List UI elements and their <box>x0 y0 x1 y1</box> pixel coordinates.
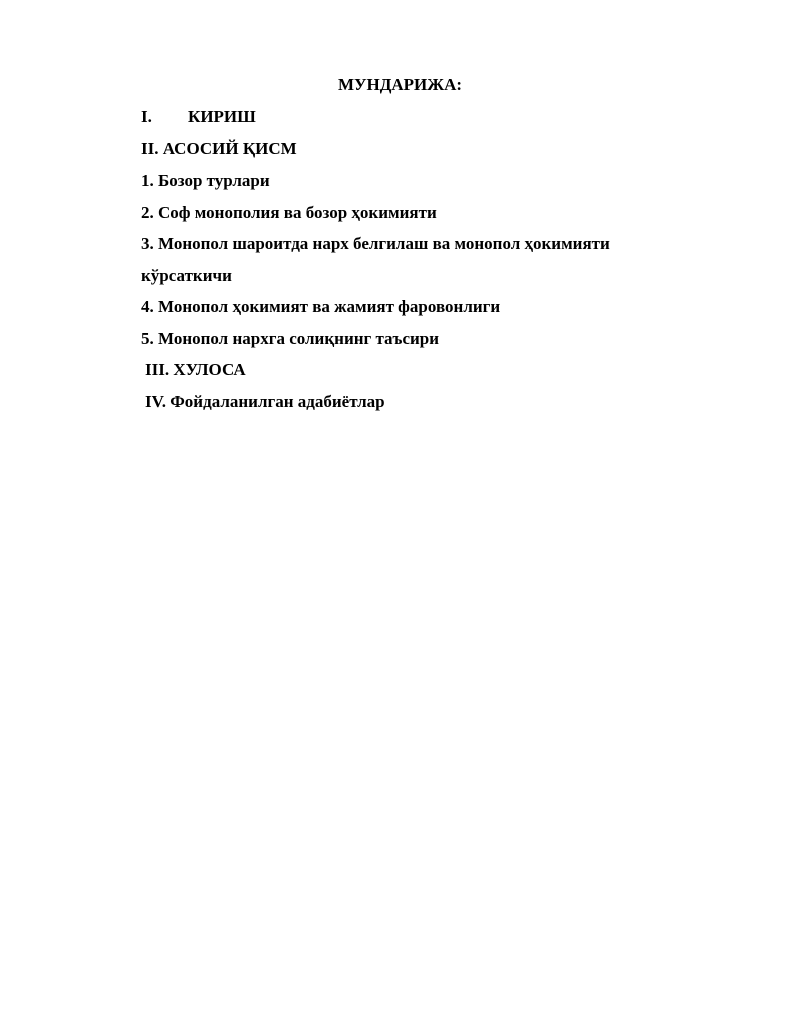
toc-item-3-line-1: 3. Монопол шароитда нарх белгилаш ва монопол ҳокимияти <box>141 234 610 253</box>
toc-intro-number: I. <box>141 107 152 126</box>
page-title: МУНДАРИЖА: <box>337 75 463 94</box>
toc-intro-label: КИРИШ <box>188 107 256 126</box>
toc-item-1: 1. Бозор турлари <box>141 171 270 190</box>
toc-item-5: 5. Монопол нархга солиқнинг таъсири <box>141 329 440 348</box>
toc-main-part: II. АСОСИЙ ҚИСМ <box>141 139 297 158</box>
toc-item-4: 4. Монопол ҳокимият ва жамият фаровонлиги <box>141 297 501 316</box>
toc-conclusion: III. ХУЛОСА <box>145 360 246 379</box>
toc-item-2: 2. Соф монополия ва бозор ҳокимияти <box>141 203 437 222</box>
toc-item-3-line-2: кўрсаткичи <box>141 266 232 285</box>
toc-references: IV. Фойдаланилган адабиётлар <box>145 392 385 411</box>
